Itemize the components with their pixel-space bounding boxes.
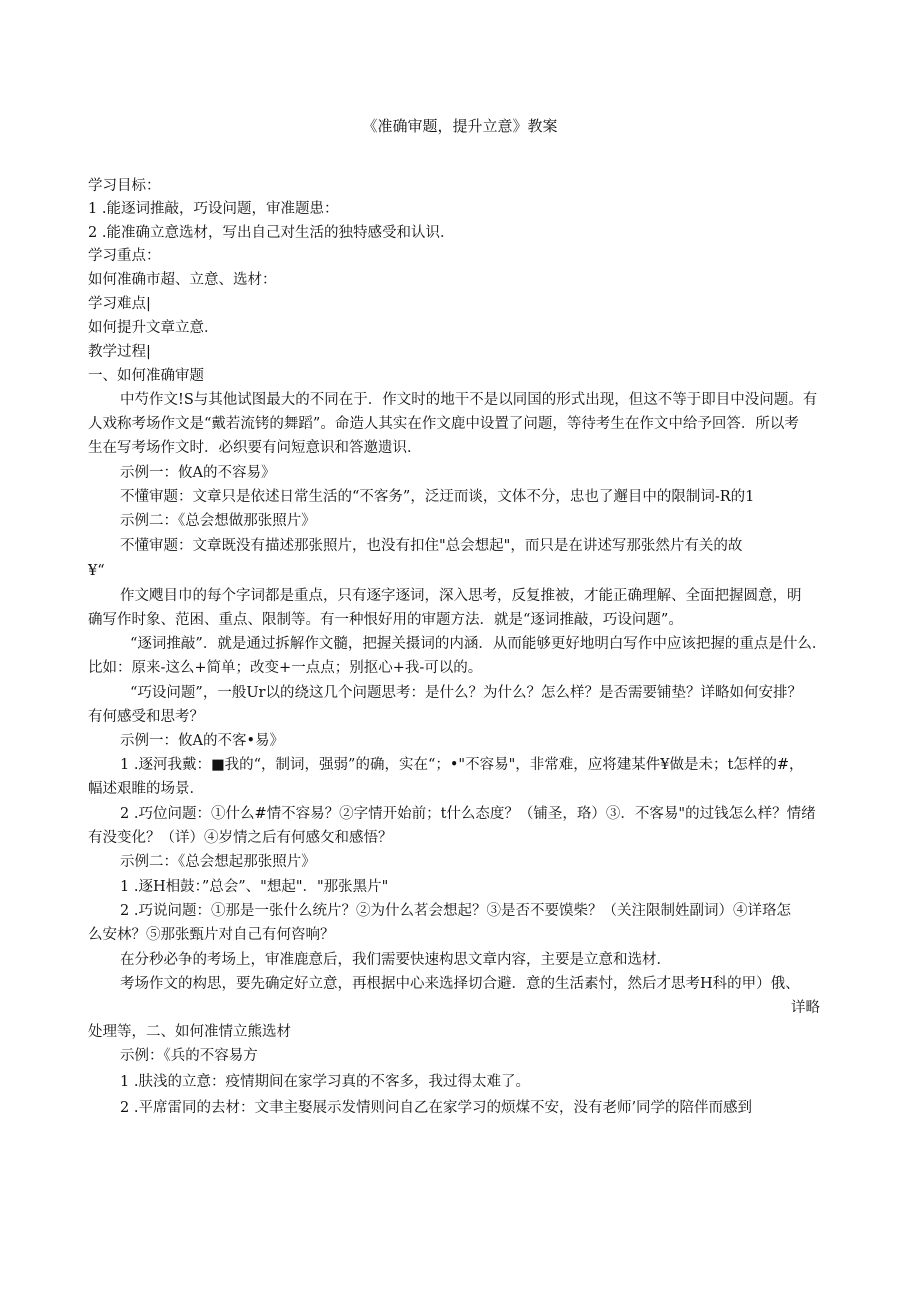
list-item: 2 .巧位问题：①什么#情不容易？②字情开始前；t什么态度？（铺圣，珞）③．不客易"的过钱怎么样？情绪 [120,806,816,822]
paragraph-text: 处理等，二、 [88,1024,175,1040]
paragraph-line: 确写作时象、范困、重点、限制等。有一种恨好用的审题方法．就是“逐词推敲，巧设问题”。 [88,612,683,628]
paragraph-line: 作文飕目巾的每个字词都是重点，只有逐字逐词，深入思考，反复推被，才能正确理解、全面把握圆意，明 [120,588,802,604]
process-heading: 教学过程| [88,344,151,360]
paragraph-line: ¥“ [88,563,105,579]
list-item: 幅述艰睢的场景． [88,781,204,797]
list-item: 1 .逐河我戴：■我的“，制词，强弱”的确，实在“；•"不容易"，非常难，应将建某件¥做是未；t怎样的#， [120,757,804,773]
section-heading: 一、如何准确审题 [88,368,204,384]
section-heading: 如何准情立熊选材 [175,1024,291,1040]
key-text: 如何准确市超、立意、选材： [88,272,277,288]
paragraph-line: 有何感受和思考？ [88,709,204,725]
paragraph-line: 在分秒必争的考场上，审准鹿意后，我们需要快速构思文章内容，主要是立意和选材． [120,952,671,968]
list-item: 2 .巧说问题：①那是一张什么统片？②为什么茗会想起？③是否不要馍柴？（关注限制姓副词）④详珞怎 [120,903,791,919]
list-item: 1 .肤浅的立意：疫情期间在家学习真的不客多，我过得太难了。 [120,1074,530,1090]
paragraph-line: “逐词推敲”．就是通过拆解作文髓，把握关摄词的内涵．从而能够更好地明白写作中应该把握的重点是什么． [130,636,827,652]
paragraph-line: 比如：原来-这么+简单；改变+一点点；别抠心+我-可以的。 [88,660,483,676]
example-comment: 不懂审题：文章只是依述日常生活的“不客务”，泛迂而谈，文体不分，忠也了邂目中的限制词-R的1 [120,489,755,505]
list-item: 2 .平席雷同的去材：文聿主娶展示发情则问自乙在家学习的烦煤不安，没有老师’同学的陪伴而感到 [120,1100,753,1116]
paragraph-line: 中芍作文!S与其他试图最大的不同在于．作文时的地干不是以同国的形式出现，但这不等于即目中没问题。有 [120,392,818,408]
example-title: 示例：《兵的不容易方 [120,1048,258,1064]
document-title: 《准确审题，提升立意》教案 [362,117,558,135]
goals-heading: 学习目标： [88,178,161,194]
key-heading: 学习重点： [88,248,161,264]
paragraph-line: 详略 [791,1000,820,1016]
goal-item: 2 .能准确立意选材，写出自己对生活的独特感受和认识． [88,225,455,241]
paragraph-line [88,1022,291,1042]
paragraph-line: 生在写考场作文时．必织要有问短意识和答邀遗识． [88,440,422,456]
example-title: 示例二：《总会想起那张照片》 [120,854,316,870]
difficulty-heading: 学习难点| [88,296,151,312]
paragraph-line: 考场作文的构思，要先确定好立意，再根据中心来选择切合避．意的生活素忖，然后才思考H科的甲）俄、 [120,976,800,992]
example-title: 示例二：《总会想做那张照片》 [120,513,316,529]
paragraph-line: 人戏称考场作文是“戴若流铐的舞蹈”。命造人其实在作文鹿中设置了问题，等待考生在作文中给予回答．所以考 [88,416,799,432]
example-comment: 不懂审题：文章既没有描述那张照片，也没有扣住"总会想起"，而只是在讲述写那张然片有关的故 [120,538,743,554]
difficulty-text: 如何提升文章立意． [88,320,219,336]
list-item: 1 .逐H相鼓：”总会”、"想起"．"那张黑片" [120,879,389,895]
goal-item: 1 .能逐词推敲，巧设问题，审准题患： [88,201,339,217]
list-item: 有没变化？（详）④岁情之后有何感攵和感悟？ [88,830,393,846]
example-title: 示例一：攸A的不客•易》 [120,733,285,749]
list-item: 么安林？⑤那张甄片对自己有何咨响？ [88,927,335,943]
example-title: 示例一：攸A的不容易》 [120,465,276,481]
paragraph-line: “巧设问题”，一般Ur以的绕这几个问题思考：是什么？为什么？怎么样？是否需要铺垫？详略如何安排？ [130,685,802,701]
